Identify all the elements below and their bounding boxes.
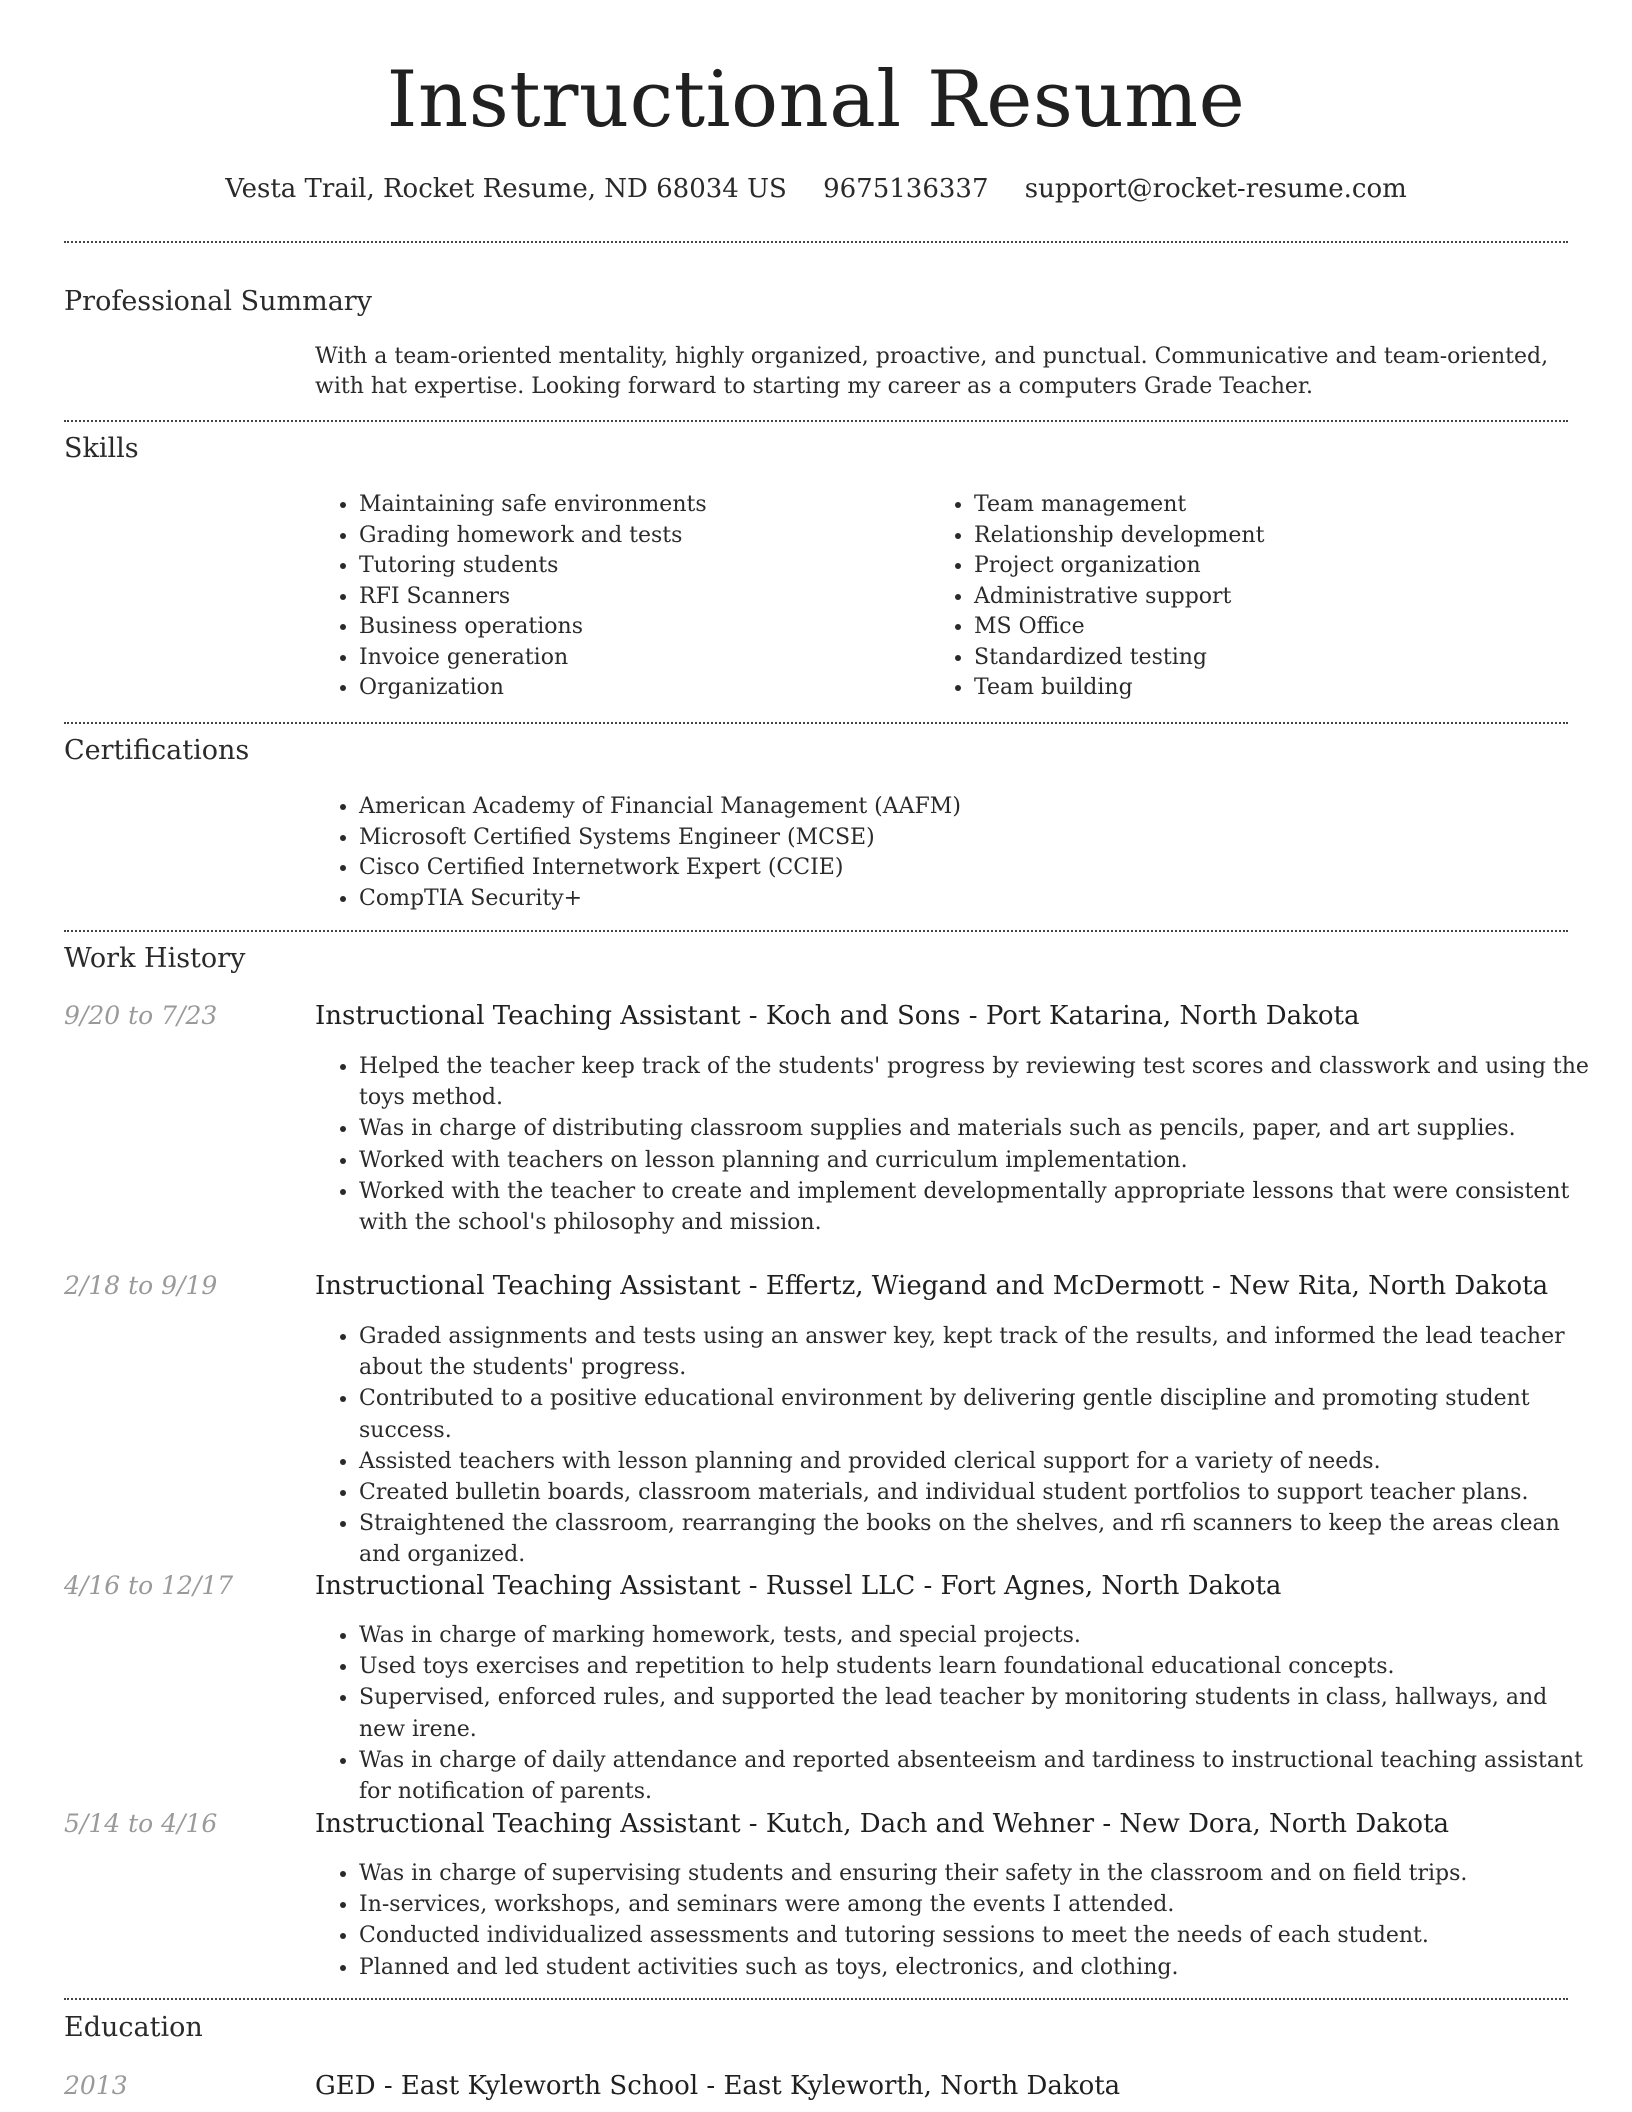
skill-item: • Grading homework and tests xyxy=(359,521,919,552)
summary-heading: Professional Summary xyxy=(64,286,372,317)
job-bullet: • Created bulletin boards, classroom materials, and individual student portfolios to support teacher plans. xyxy=(359,1477,1589,1508)
skill-item: • MS Office xyxy=(974,612,1534,643)
job-bullet: • Worked with the teacher to create and implement developmentally appropriate lessons that were consistent with the school's philosophy and mission. xyxy=(359,1176,1589,1238)
phone: 9675136337 xyxy=(823,174,989,204)
skill-item: • Maintaining safe environments xyxy=(359,490,919,521)
job-date: 5/14 to 4/16 xyxy=(64,1809,218,1838)
section-divider xyxy=(64,420,1568,422)
job-date: 4/16 to 12/17 xyxy=(64,1571,234,1600)
skill-item: • Administrative support xyxy=(974,582,1534,613)
job-bullet: • Supervised, enforced rules, and supported the lead teacher by monitoring students in class, hallways, and new irene. xyxy=(359,1682,1589,1744)
section-divider xyxy=(64,241,1568,243)
job-bullet: • Graded assignments and tests using an answer key, kept track of the results, and informed the lead teacher about the students' progress. xyxy=(359,1321,1589,1383)
resume-title: Instructional Resume xyxy=(386,55,1246,145)
section-divider xyxy=(64,930,1568,932)
skill-item: • Relationship development xyxy=(974,521,1534,552)
job-bullet: • Assisted teachers with lesson planning and provided clerical support for a variety of needs. xyxy=(359,1446,1589,1477)
skills-list-left xyxy=(315,490,919,704)
job-bullet: • Was in charge of daily attendance and reported absenteeism and tardiness to instructional teaching assistant for notification of parents. xyxy=(359,1745,1589,1807)
education-title: GED - East Kyleworth School - East Kyleworth, North Dakota xyxy=(315,2071,1121,2101)
skills-list-right xyxy=(930,490,1534,704)
certification-item: • Microsoft Certified Systems Engineer (MCSE) xyxy=(359,823,1559,854)
job-bullets xyxy=(315,1858,1589,1983)
section-divider xyxy=(64,722,1568,724)
skill-item: • Standardized testing xyxy=(974,643,1534,674)
job-bullet: • Was in charge of marking homework, tests, and special projects. xyxy=(359,1620,1589,1651)
certifications-list xyxy=(315,792,1559,914)
section-divider xyxy=(64,1998,1568,2000)
certification-item: • CompTIA Security+ xyxy=(359,884,1559,915)
job-bullet: • Was in charge of supervising students and ensuring their safety in the classroom and on field trips. xyxy=(359,1858,1589,1889)
contact-line xyxy=(0,172,1632,206)
summary-text: With a team-oriented mentality, highly organized, proactive, and punctual. Communicative and team-oriented, with hat expertise. Looking forward to starting my career as a computers Grade Teacher. xyxy=(315,344,1549,399)
skill-item: • Business operations xyxy=(359,612,919,643)
work-history-heading: Work History xyxy=(64,943,246,974)
skill-item: • Project organization xyxy=(974,551,1534,582)
job-date: 9/20 to 7/23 xyxy=(64,1001,218,1030)
job-bullet: • Worked with teachers on lesson planning and curriculum implementation. xyxy=(359,1145,1589,1176)
skill-item: • Team building xyxy=(974,673,1534,704)
job-bullets xyxy=(315,1051,1589,1238)
job-bullet: • Contributed to a positive educational environment by delivering gentle discipline and promoting student success. xyxy=(359,1383,1589,1445)
skills-heading: Skills xyxy=(64,433,139,464)
education-heading: Education xyxy=(64,2012,203,2043)
job-bullets xyxy=(315,1321,1589,1571)
job-bullet: • Planned and led student activities such as toys, electronics, and clothing. xyxy=(359,1952,1589,1983)
job-bullet: • Conducted individualized assessments and tutoring sessions to meet the needs of each student. xyxy=(359,1920,1589,1951)
job-date: 2/18 to 9/19 xyxy=(64,1271,218,1300)
certifications-heading: Certifications xyxy=(64,735,250,766)
skill-item: • RFI Scanners xyxy=(359,582,919,613)
skill-item: • Tutoring students xyxy=(359,551,919,582)
job-title: Instructional Teaching Assistant - Effertz, Wiegand and McDermott - New Rita, North Dakota xyxy=(315,1271,1549,1301)
job-bullet: • Straightened the classroom, rearranging the books on the shelves, and rfi scanners to keep the areas clean and organized. xyxy=(359,1508,1589,1570)
skill-item: • Invoice generation xyxy=(359,643,919,674)
certification-item: • Cisco Certified Internetwork Expert (CCIE) xyxy=(359,853,1559,884)
certification-item: • American Academy of Financial Management (AAFM) xyxy=(359,792,1559,823)
address: Vesta Trail, Rocket Resume, ND 68034 US xyxy=(225,174,787,204)
job-title: Instructional Teaching Assistant - Kutch, Dach and Wehner - New Dora, North Dakota xyxy=(315,1809,1450,1839)
job-bullet: • Was in charge of distributing classroom supplies and materials such as pencils, paper, and art supplies. xyxy=(359,1113,1589,1144)
job-title: Instructional Teaching Assistant - Russel LLC - Fort Agnes, North Dakota xyxy=(315,1571,1282,1601)
job-bullets xyxy=(315,1620,1589,1807)
job-bullet: • In-services, workshops, and seminars were among the events I attended. xyxy=(359,1889,1589,1920)
skill-item: • Team management xyxy=(974,490,1534,521)
email: support@rocket-resume.com xyxy=(1024,174,1407,204)
job-title: Instructional Teaching Assistant - Koch and Sons - Port Katarina, North Dakota xyxy=(315,1001,1360,1031)
job-bullet: • Helped the teacher keep track of the students' progress by reviewing test scores and classwork and using the toys method. xyxy=(359,1051,1589,1113)
skill-item: • Organization xyxy=(359,673,919,704)
education-date: 2013 xyxy=(64,2071,128,2100)
job-bullet: • Used toys exercises and repetition to help students learn foundational educational concepts. xyxy=(359,1651,1589,1682)
